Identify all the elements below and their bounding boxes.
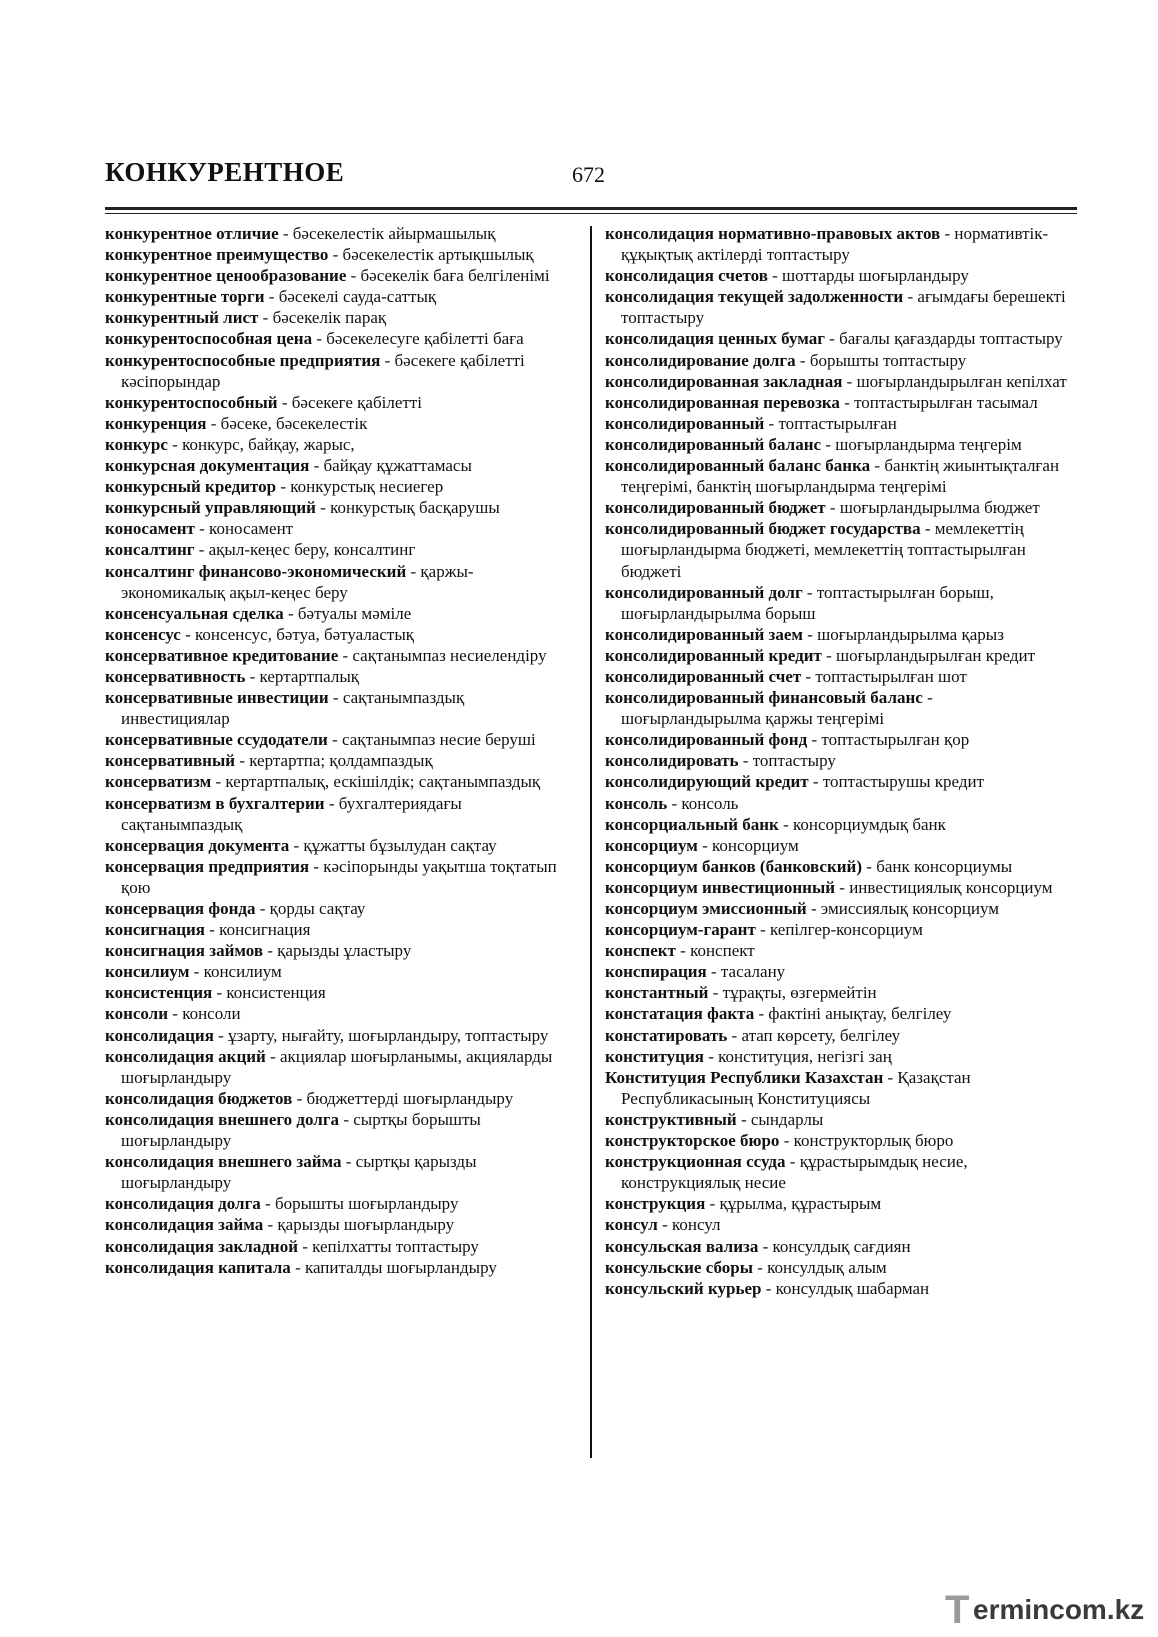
entry-term: консервативное кредитование [105,645,339,665]
entry-translation: - бағалы қағаздарды топтастыру [824,329,1063,349]
dictionary-entry [605,729,1077,750]
dictionary-entry [605,919,1077,940]
dictionary-entry [105,856,573,898]
entry-term: консолидированный счет [605,666,802,686]
entry-translation: - шоттарды шоғырландыру [767,266,969,286]
entry-translation: - нормативтік-құқықтық актілерді топтастыру [621,224,1049,265]
dictionary-entry [605,328,1077,349]
entry-translation: - конспект [675,941,755,961]
entry-term: консульские сборы [605,1257,753,1277]
entry-translation: - консорциумдық банк [778,814,946,834]
dictionary-entry [105,392,573,413]
entry-translation: - бәсекелестік айырмашылық [278,224,496,243]
entry-translation: - борышты топтастыру [795,350,967,370]
dictionary-entry [605,898,1077,919]
dictionary-entry [105,771,573,792]
dictionary-entry [605,771,1077,792]
dictionary-entry [605,455,1077,497]
dictionary-entry [605,392,1077,413]
entry-translation: - топтастырушы кредит [808,772,984,792]
entry-translation: - мемлекеттің шоғырландырма бюджеті, мемлекеттің топтастырылған бюджеті [621,519,1026,581]
entry-translation: - конкурстық басқарушы [315,498,500,518]
dictionary-entry [105,1193,573,1214]
entry-translation: - кертартпалық, ескішілдік; сақтанымпаздық [211,772,541,792]
entry-translation: - кепілхатты топтастыру [298,1236,479,1256]
dictionary-entry [105,603,573,624]
dictionary-entry [105,1214,573,1235]
entry-translation: - тұрақты, өзгермейтін [708,983,877,1003]
dictionary-entry [605,265,1077,286]
left-column [105,223,573,1278]
dictionary-entry [105,898,573,919]
entry-term: консервативность [105,666,246,686]
header-rule-thick [105,207,1077,210]
dictionary-entry [105,1046,573,1088]
entry-translation: - атап көрсету, белгілеу [727,1025,901,1045]
entry-translation: - құрастырымдық несие, конструкциялық несие [621,1152,968,1193]
entry-term: консолидация закладной [105,1236,299,1256]
entry-translation: - бәсекелік парақ [258,308,387,328]
dictionary-entry [605,1130,1077,1151]
entry-term: консолидация внешнего займа [105,1152,342,1172]
entry-translation: - сындарлы [736,1109,824,1129]
entry-term: констатация факта [605,1004,755,1024]
entry-translation: - бәсекелік баға белгіленімі [346,266,550,286]
entry-term: конструкторское бюро [605,1131,780,1151]
dictionary-entry [105,328,573,349]
dictionary-entry [605,645,1077,666]
dictionary-entry [105,961,573,982]
header-rule-thin [105,213,1077,214]
dictionary-entry [105,1236,573,1257]
entry-translation: - консорциум [697,835,799,855]
dictionary-entry [105,350,573,392]
dictionary-entry [605,1278,1077,1299]
entry-term: консорциум [605,835,698,855]
dictionary-entry [105,286,573,307]
entry-term: консолидация [105,1025,214,1045]
entry-term: консервативные ссудодатели [105,730,328,750]
entry-term: консерватизм в бухгалтерии [105,793,325,813]
dictionary-entry [605,750,1077,771]
page-number: 672 [572,162,605,187]
entry-term: конструкция [605,1194,706,1214]
entry-translation: - банктің жиынтықталған теңгерімі, банктің шоғырландырма теңгерімі [621,456,1060,497]
entry-translation: - бәсекелестік артықшылық [328,245,534,265]
entry-term: консолидация ценных бумаг [605,329,825,349]
entry-translation: - конституция, негізгі заң [703,1046,892,1066]
entry-translation: - инвестициялық консорциум [835,877,1053,897]
entry-term: консолидация долга [105,1194,261,1214]
entry-term: консорциум-гарант [605,920,756,940]
dictionary-entry [105,434,573,455]
entry-term: консолидированный бюджет [605,498,826,518]
dictionary-entry [105,1257,573,1278]
dictionary-entry [105,793,573,835]
entry-translation: - банк консорциумы [862,856,1013,876]
entry-term: консервативные инвестиции [105,688,329,708]
entry-translation: - қорды сақтау [255,899,366,918]
entry-term: консолидированный баланс банка [605,456,871,476]
entry-term: консолидированный заем [605,624,803,644]
dictionary-entry [605,434,1077,455]
entry-term: консолидированный кредит [605,645,822,665]
dictionary-entry [605,350,1077,371]
entry-term: консигнация займов [105,941,263,961]
dictionary-entry [105,624,573,645]
dictionary-entry [105,476,573,497]
dictionary-entry [605,877,1077,898]
dictionary-entry [605,223,1077,265]
entry-term: консилиум [105,962,190,982]
entry-term: Конституция Республики Казахстан [605,1067,884,1087]
entry-translation: - кертартпалық [245,666,360,686]
entry-translation: - бухгалтериядағы сақтанымпаздық [121,793,462,834]
dictionary-entry [605,582,1077,624]
entry-term: конституция [605,1046,704,1066]
dictionary-entry [105,1151,573,1193]
entry-term: консоли [105,1004,169,1024]
dictionary-entry [105,919,573,940]
dictionary-entry [605,371,1077,392]
entry-translation: - консулдық алым [752,1257,887,1277]
dictionary-entry [105,518,573,539]
entry-term: коносамент [105,519,195,539]
entry-translation: - бәтуалы мәміле [283,603,412,623]
entry-translation: - қаржы-экономикалық ақыл-кеңес беру [121,561,474,602]
logo-text: ermincom.kz [973,1594,1145,1625]
entry-term: консолидация займа [105,1215,264,1235]
entry-translation: - Қазақстан Республикасының Конституциясы [621,1067,971,1108]
entry-term: консолидация нормативно-правовых актов [605,224,941,243]
entry-term: конкурентное отличие [105,224,279,243]
entry-translation: - бәсекеге қабілетті [277,392,422,412]
entry-term: консолидированный баланс [605,434,822,454]
dictionary-entry [605,856,1077,877]
entry-translation: - құрылма, құрастырым [705,1194,882,1214]
entry-term: конструктивный [605,1109,737,1129]
dictionary-entry [605,793,1077,814]
entry-term: консолидированная перевозка [605,392,840,412]
entry-term: консорциум эмиссионный [605,899,807,918]
entry-term: конкурсный управляющий [105,498,316,518]
dictionary-entry [105,497,573,518]
entry-term: константный [605,983,709,1003]
terminkom-logo [945,1588,1145,1632]
entry-translation: - топтастырылған борыш, шоғырландырылма борыш [621,582,994,623]
dictionary-entry [605,1003,1077,1024]
entry-translation: - сақтанымпаз несие беруші [327,730,536,750]
entry-term: консалтинг финансово-экономический [105,561,407,581]
entry-term: консенсуальная сделка [105,603,284,623]
entry-translation: - консилиум [189,962,282,982]
entry-translation: - консулдық шабарман [761,1278,930,1298]
entry-translation: - консоли [168,1004,241,1024]
entry-term: конспирация [605,962,707,982]
entry-translation: - сақтанымпаздық инвестициялар [121,688,465,729]
dictionary-entry [105,729,573,750]
dictionary-entry [105,645,573,666]
entry-term: консервация фонда [105,899,256,918]
dictionary-entry [105,244,573,265]
entry-term: консолидированный фонд [605,730,808,750]
entry-translation: - конкурстық несиегер [276,477,444,497]
dictionary-entry [605,1257,1077,1278]
entry-term: консолидация бюджетов [105,1088,293,1108]
dictionary-entry [605,497,1077,518]
entry-translation: - конструкторлық бюро [779,1131,954,1151]
entry-translation: - конкурс, байқау, жарыс, [167,434,355,454]
entry-term: конкурентоспособные предприятия [105,350,381,370]
entry-translation: - акциялар шоғырланымы, акцияларды шоғырландыру [121,1046,553,1087]
dictionary-entry [605,1236,1077,1257]
entry-term: конкурентоспособная цена [105,329,313,349]
right-column [605,223,1077,1299]
entry-translation: - бюджеттерді шоғырландыру [292,1088,514,1108]
entry-translation: - шоғырландырылған кредит [821,645,1036,665]
page-title: КОНКУРЕНТНОЕ [105,157,345,187]
entry-term: консоль [605,793,668,813]
dictionary-entry [605,1214,1077,1235]
dictionary-entry [105,413,573,434]
entry-translation: - шоғырландырылма қаржы теңгерімі [621,688,933,729]
entry-term: конкурентное ценообразование [105,266,347,286]
dictionary-entry [605,1025,1077,1046]
entry-translation: - қарызды шоғырландыру [263,1215,455,1235]
entry-translation: - сақтанымпаз несиелендіру [338,645,547,665]
entry-translation: - кәсіпорынды уақытша тоқтатып қою [121,856,557,897]
dictionary-entry [105,1003,573,1024]
entry-translation: - коносамент [194,519,294,539]
entry-term: консорциальный банк [605,814,779,834]
entry-translation: - эмиссиялық консорциум [806,899,1000,918]
dictionary-entry [105,561,573,603]
entry-translation: - консулдық сағдиян [758,1236,911,1256]
entry-translation: - ұзарту, нығайту, шоғырландыру, топтастыру [213,1025,549,1045]
dictionary-entry [605,624,1077,645]
entry-term: конкурсный кредитор [105,477,277,497]
entry-translation: - ағымдағы берешекті топтастыру [621,287,1066,328]
dictionary-entry [105,687,573,729]
entry-translation: - қарызды ұластыру [263,941,412,961]
entry-translation: - бәсекеге қабілетті кәсіпорындар [121,350,525,391]
entry-translation: - байқау құжаттамасы [309,456,472,476]
entry-term: конкуренция [105,413,207,433]
dictionary-entry [105,223,573,244]
dictionary-entry [105,539,573,560]
dictionary-entry [105,750,573,771]
entry-translation: - бәсекелі сауда-саттық [264,287,437,307]
entry-term: консолидированный финансовый баланс [605,688,923,708]
entry-term: консолидация внешнего долга [105,1109,340,1129]
entry-term: конкурентный лист [105,308,259,328]
entry-term: конкурентные торги [105,287,265,307]
dictionary-entry [105,1109,573,1151]
dictionary-entry [105,455,573,476]
entry-term: консервативный [105,751,236,771]
entry-term: конкурентоспособный [105,392,278,412]
entry-term: консульский курьер [605,1278,762,1298]
entry-translation: - шоғырландырма теңгерім [821,434,1022,454]
entry-term: консигнация [105,920,206,940]
entry-term: консул [605,1215,658,1235]
entry-translation: - шоғырландырылма бюджет [825,498,1040,518]
entry-translation: - кертартпа; қолдампаздық [235,751,433,771]
entry-term: конкурс [105,434,168,454]
entry-translation: - бәсекелесуге қабілетті баға [312,329,524,349]
dictionary-entry [105,835,573,856]
dictionary-entry [605,286,1077,328]
entry-term: конструкционная ссуда [605,1152,786,1172]
dictionary-entry [105,940,573,961]
entry-translation: - борышты шоғырландыру [260,1194,459,1214]
entry-translation: - топтастыру [738,751,836,771]
entry-term: консистенция [105,983,213,1003]
dictionary-entry [605,814,1077,835]
entry-translation: - топтастырылған қор [807,730,970,750]
entry-term: консульская вализа [605,1236,759,1256]
dictionary-entry [605,1067,1077,1109]
entry-term: консервация документа [105,835,290,855]
entry-term: констатировать [605,1025,728,1045]
entry-term: конкурентное преимущество [105,245,329,265]
entry-term: консолидированный бюджет государства [605,519,921,539]
dictionary-entry [605,518,1077,581]
dictionary-entry [105,307,573,328]
entry-translation: - бәсеке, бәсекелестік [206,413,368,433]
entry-term: консервация предприятия [105,856,310,876]
entry-term: консолидация акций [105,1046,266,1066]
entry-term: консолидация счетов [605,266,768,286]
entry-term: консолидировать [605,751,739,771]
dictionary-entry [605,1193,1077,1214]
entry-translation: - фактіні анықтау, белгілеу [754,1004,952,1024]
entry-translation: - құжатты бұзылудан сақтау [289,835,497,855]
entry-translation: - топтастырылған тасымал [839,392,1038,412]
entry-term: консолидированная закладная [605,371,843,391]
entry-term: консолидированный [605,413,765,433]
dictionary-entry [605,940,1077,961]
entry-translation: - консоль [667,793,739,813]
entry-translation: - консул [657,1215,721,1235]
entry-term: консолидация капитала [105,1257,291,1277]
entry-term: конспект [605,941,676,961]
entry-term: консерватизм [105,772,212,792]
entry-translation: - топтастырылған шот [801,666,967,686]
entry-translation: - сыртқы қарызды шоғырландыру [121,1152,477,1193]
dictionary-entry [105,1088,573,1109]
entry-translation: - капиталды шоғырландыру [290,1257,497,1277]
column-divider [590,226,592,1458]
entry-translation: - ақыл-кеңес беру, консалтинг [194,540,416,560]
dictionary-entry [105,265,573,286]
dictionary-entry [605,687,1077,729]
entry-term: консолидирующий кредит [605,772,809,792]
entry-term: консолидирование долга [605,350,796,370]
entry-translation: - консистенция [212,983,326,1003]
entry-translation: - сыртқы борышты шоғырландыру [121,1109,481,1151]
dictionary-entry [105,1025,573,1046]
dictionary-entry [605,413,1077,434]
logo-initial: T [945,1588,970,1632]
entry-term: консолидация текущей задолженности [605,287,904,307]
entry-term: консорциум инвестиционный [605,877,836,897]
dictionary-entry [605,1046,1077,1067]
entry-translation: - шоғырландырылған кепілхат [842,371,1067,391]
entry-term: консолидированный долг [605,582,803,602]
dictionary-entry [605,1151,1077,1193]
dictionary-entry [105,982,573,1003]
entry-term: консорциум банков (банковский) [605,856,863,876]
entry-term: консалтинг [105,540,195,560]
entry-term: консенсус [105,624,181,644]
entry-translation: - кепілгер-консорциум [755,920,923,940]
entry-translation: - консенсус, бәтуа, бәтуаластық [180,624,415,644]
dictionary-entry [105,666,573,687]
entry-term: конкурсная документация [105,456,310,476]
dictionary-entry [605,666,1077,687]
dictionary-entry [605,835,1077,856]
entry-translation: - тасалану [706,962,786,982]
dictionary-entry [605,982,1077,1003]
dictionary-entry [605,1109,1077,1130]
entry-translation: - топтастырылған [764,413,897,433]
entry-translation: - шоғырландырылма қарыз [803,624,1004,644]
entry-translation: - консигнация [205,920,311,940]
dictionary-entry [605,961,1077,982]
